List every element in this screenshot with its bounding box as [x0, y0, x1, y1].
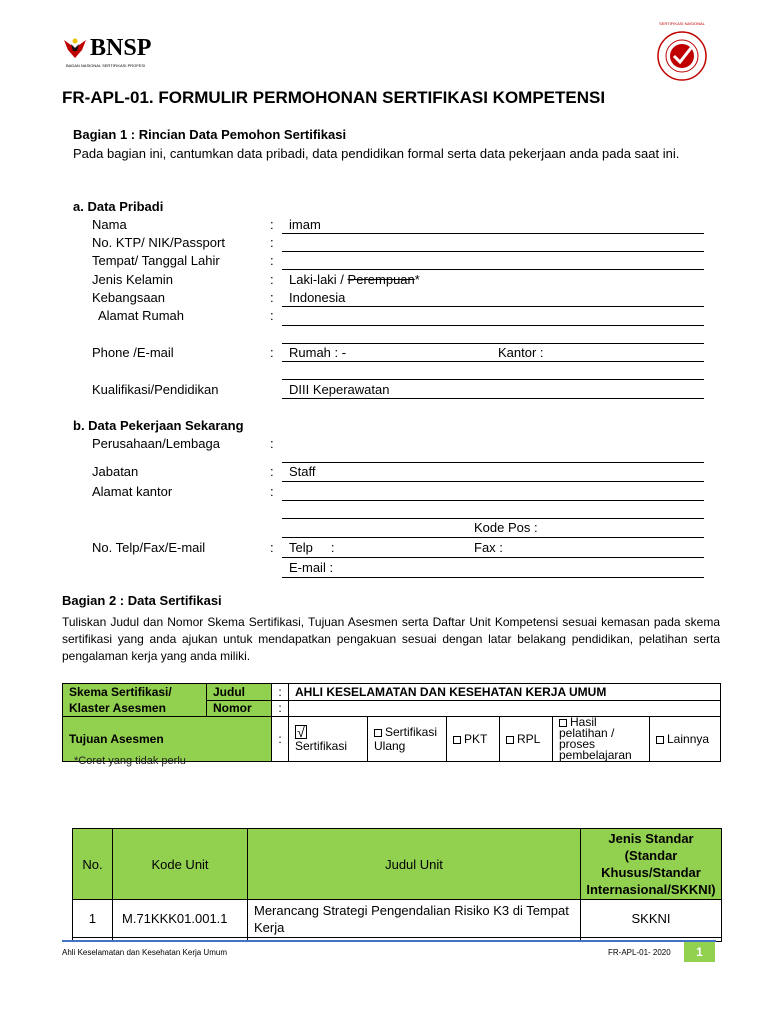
judul-label: Judul — [207, 684, 272, 701]
nama-value[interactable]: imam — [289, 217, 321, 232]
ktp-line — [282, 251, 704, 252]
page-title: FR-APL-01. FORMULIR PERMOHONAN SERTIFIKASI KOMPETENSI — [62, 88, 606, 107]
perusahaan-label: Perusahaan/Lembaga — [92, 436, 220, 451]
phone-colon: : — [270, 345, 274, 360]
opt-rpl[interactable] — [500, 717, 553, 762]
jk-label: Jenis Kelamin — [92, 272, 173, 287]
opt-sertifikasi-ulang-label: Sertifikasi Ulang — [374, 725, 438, 753]
footer-scheme: Ahli Keselamatan dan Kesehatan Kerja Umum — [62, 948, 227, 957]
kodepos-field[interactable]: Kode Pos : — [474, 520, 538, 535]
skema-label-line1: Skema Sertifikasi/ — [69, 685, 172, 699]
alamat-line-2 — [282, 343, 704, 344]
bagian2-heading: Bagian 2 : Data Sertifikasi — [62, 593, 222, 608]
ktp-label: No. KTP/ NIK/Passport — [92, 235, 225, 250]
kebangsaan-line — [282, 306, 704, 307]
opt-sertifikasi-label: Sertifikasi — [295, 739, 348, 754]
jabatan-label: Jabatan — [92, 464, 139, 479]
jabatan-line — [282, 481, 704, 482]
table-row — [73, 900, 722, 938]
alamat-rumah-label: Alamat Rumah — [98, 308, 184, 323]
nomor-label: Nomor — [207, 700, 272, 717]
telp-colon: : — [270, 540, 274, 555]
units-header-row — [73, 829, 722, 900]
opt-sertifikasi[interactable] — [289, 717, 368, 762]
seal-icon — [656, 30, 708, 82]
kualifikasi-line — [282, 398, 704, 399]
judul-colon: : — [272, 684, 289, 701]
telp-line — [282, 557, 704, 558]
jk-colon: : — [270, 272, 274, 287]
telp-field[interactable]: Telp : — [289, 540, 335, 555]
phone-label: Phone /E-mail — [92, 345, 174, 360]
pribadi-heading: a. Data Pribadi — [73, 199, 164, 214]
bagian1-heading: Bagian 1 : Rincian Data Pemohon Sertifikasi — [73, 127, 347, 142]
kebangsaan-value[interactable]: Indonesia — [289, 290, 346, 305]
checkbox-icon — [506, 736, 514, 744]
unit-kode: M.71KKK01.001.1 — [113, 900, 248, 938]
bagian1-intro: Pada bagian ini, cantumkan data pribadi, data pendidikan formal serta data pekerjaan anda pada saat ini. — [73, 146, 680, 161]
kebangsaan-colon: : — [270, 290, 274, 305]
alamat-kantor-label: Alamat kantor — [92, 484, 173, 499]
header-judul: Judul Unit — [248, 829, 581, 900]
alamat-kantor-line-2 — [282, 518, 704, 519]
opt-hasil-pelatihan-label: Hasil pelatihan / proses pembelajaran — [559, 715, 632, 762]
perusahaan-colon: : — [270, 436, 274, 451]
nomor-value[interactable] — [289, 700, 721, 717]
nomor-colon: : — [272, 700, 289, 717]
email-field[interactable]: E-mail : — [289, 560, 334, 575]
telp-label: No. Telp/Fax/E-mail — [92, 540, 206, 555]
skema-table — [62, 683, 721, 762]
rumah-field[interactable]: Rumah : - — [289, 345, 347, 360]
kodepos-line — [282, 537, 704, 538]
coret-note: *Coret yang tidak perlu — [74, 755, 186, 767]
bagian2-intro: Tuliskan Judul dan Nomor Skema Sertifikasi, Tujuan Asesmen serta Daftar Unit Kompetensi sesuai kemasan pada skema sertifikasi yang anda ajukan untuk mendapatkan pengakuan sesuai dengan latar belakang pendidikan, pelatihan serta pengalaman kerja yang anda miliki. — [62, 615, 720, 663]
header-kode: Kode Unit — [113, 829, 248, 900]
footer-code: FR-APL-01- 2020 — [608, 948, 671, 957]
alamat-kantor-colon: : — [270, 484, 274, 499]
email-line — [282, 577, 704, 578]
logo-name: BNSP — [90, 35, 152, 61]
kualifikasi-label: Kualifikasi/Pendidikan — [92, 382, 219, 397]
opt-rpl-label: RPL — [517, 732, 541, 746]
jk-value[interactable] — [289, 272, 420, 287]
pekerjaan-heading: b. Data Pekerjaan Sekarang — [73, 418, 244, 433]
ttl-colon: : — [270, 253, 274, 268]
logo-subtitle: BADAN NASIONAL SERTIFIKASI PROFESI — [66, 63, 146, 68]
jk-star: * — [414, 272, 420, 287]
jabatan-colon: : — [270, 464, 274, 479]
kantor-field[interactable]: Kantor : — [498, 345, 544, 360]
checkbox-icon — [656, 736, 664, 744]
nama-line — [282, 233, 704, 234]
unit-no: 1 — [73, 900, 113, 938]
kualifikasi-value[interactable]: DIII Keperawatan — [289, 382, 390, 397]
opt-lainnya[interactable] — [650, 717, 721, 762]
skema-label — [63, 684, 207, 717]
unit-judul: Merancang Strategi Pengendalian Risiko K3 di Tempat Kerja — [248, 900, 581, 938]
tujuan-label: Tujuan Asesmen — [63, 717, 272, 762]
kebangsaan-label: Kebangsaan — [92, 290, 166, 305]
judul-value[interactable]: AHLI KESELAMATAN DAN KESEHATAN KERJA UMUM — [289, 684, 721, 701]
perusahaan-line — [282, 462, 704, 463]
tujuan-colon: : — [272, 717, 289, 762]
opt-lainnya-label: Lainnya — [667, 732, 710, 746]
opt-sertifikasi-ulang[interactable] — [368, 717, 447, 762]
units-table — [72, 828, 722, 942]
seal-text: SERTIFIKASI NASIONAL — [659, 21, 705, 26]
jabatan-value[interactable]: Staff — [289, 464, 316, 479]
footer-line — [62, 940, 716, 942]
ttl-line — [282, 269, 704, 270]
page-number: 1 — [684, 942, 715, 962]
ktp-colon: : — [270, 235, 274, 250]
garuda-icon — [62, 36, 88, 62]
skema-label-line2: Klaster Asesmen — [69, 701, 166, 715]
certification-seal — [656, 21, 708, 82]
checked-box-icon: √ — [295, 725, 307, 739]
jk-laki: Laki-laki / — [289, 272, 344, 287]
checkbox-icon — [374, 729, 382, 737]
nama-label: Nama — [92, 217, 127, 232]
fax-field[interactable]: Fax : — [474, 540, 503, 555]
nama-colon: : — [270, 217, 274, 232]
checkbox-icon — [453, 736, 461, 744]
phone-line-1 — [282, 361, 704, 362]
jk-perempuan: Perempuan — [347, 272, 415, 287]
header-no: No. — [73, 829, 113, 900]
phone-line-2 — [282, 379, 704, 380]
opt-pkt-label: PKT — [464, 732, 488, 746]
ttl-label: Tempat/ Tanggal Lahir — [92, 253, 220, 268]
opt-pkt[interactable] — [447, 717, 500, 762]
header-jenis: Jenis Standar (Standar Khusus/Standar Internasional/SKKNI) — [581, 829, 722, 900]
alamat-rumah-colon: : — [270, 308, 274, 323]
alamat-kantor-line-1 — [282, 500, 704, 501]
bnsp-logo — [62, 36, 172, 70]
unit-jenis: SKKNI — [581, 900, 722, 938]
opt-hasil-pelatihan[interactable] — [553, 717, 650, 762]
alamat-line-1 — [282, 325, 704, 326]
